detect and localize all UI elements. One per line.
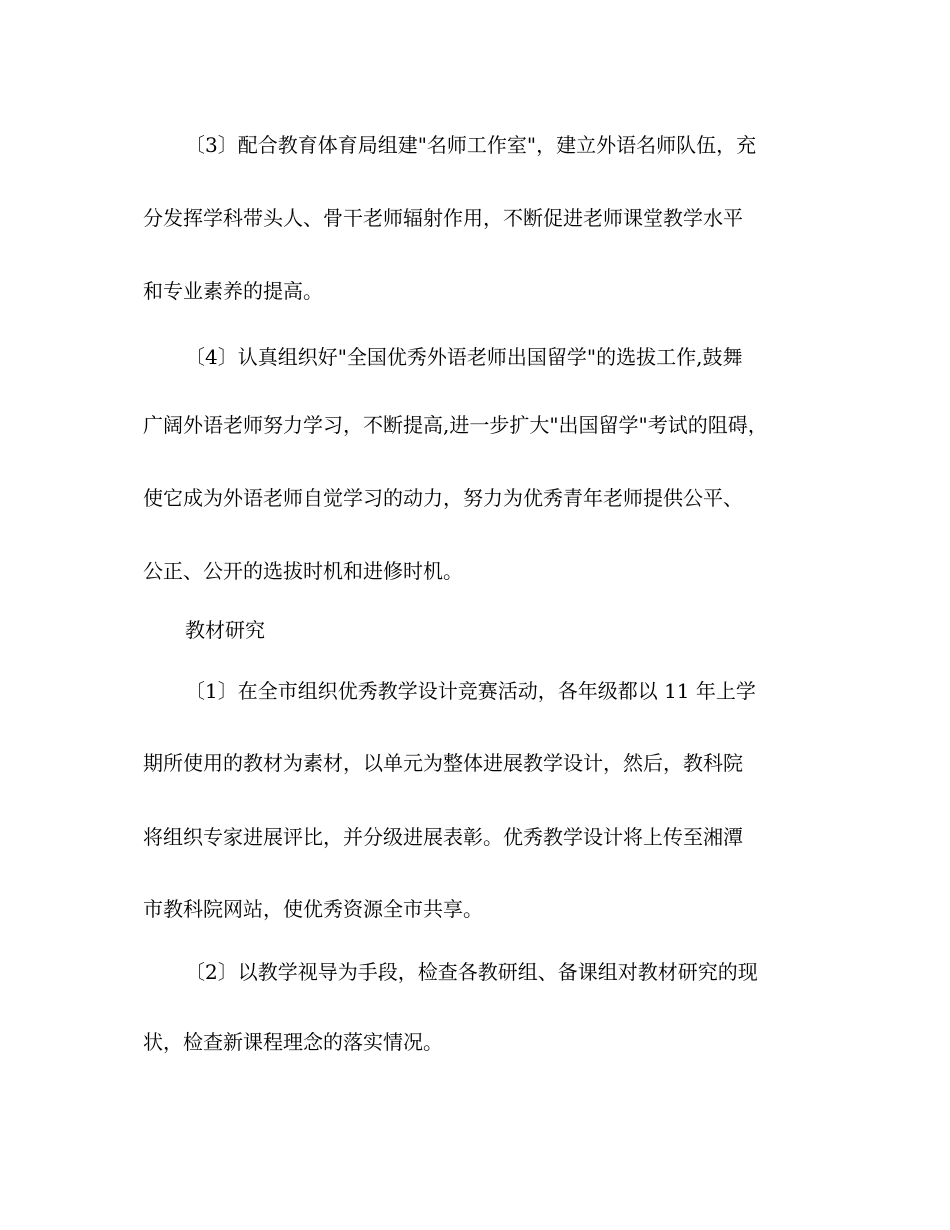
paragraph-4-line-2: 广阔外语老师努力学习，不断提高,进一步扩大"出国留学"考试的阻碍，	[143, 413, 768, 437]
paragraph-4-line-4: 公正、公开的选拔时机和进修时机。	[143, 559, 463, 583]
paragraph-4-line-3: 使它成为外语老师自觉学习的动力，努力为优秀青年老师提供公平、	[143, 486, 743, 510]
paragraph-1-line-4: 市教科院网站，使优秀资源全市共享。	[143, 897, 483, 921]
paragraph-1-line-2: 期所使用的教材为素材，以单元为整体进展教学设计，然后，教科院	[143, 751, 743, 775]
paragraph-3-line-1: 〔3〕配合教育体育局组建"名师工作室"，建立外语名师队伍，充	[185, 133, 757, 157]
paragraph-1-line-1: 〔1〕在全市组织优秀教学设计竞赛活动，各年级都以 11 年上学	[185, 679, 756, 703]
paragraph-4-line-1: 〔4〕认真组织好"全国优秀外语老师出国留学"的选拔工作,鼓舞	[185, 345, 743, 369]
paragraph-2-line-2: 状，检查新课程理念的落实情况。	[143, 1030, 443, 1054]
paragraph-1-line-3: 将组织专家进展评比，并分级进展表彰。优秀教学设计将上传至湘潭	[143, 825, 743, 849]
paragraph-2-line-1: 〔2〕以教学视导为手段，检查各教研组、备课组对教材研究的现	[185, 960, 758, 984]
paragraph-3-line-2: 分发挥学科带头人、骨干老师辐射作用，不断促进老师课堂教学水平	[143, 206, 743, 230]
paragraph-3-line-3: 和专业素养的提高。	[143, 279, 323, 303]
section-heading: 教材研究	[185, 618, 265, 642]
